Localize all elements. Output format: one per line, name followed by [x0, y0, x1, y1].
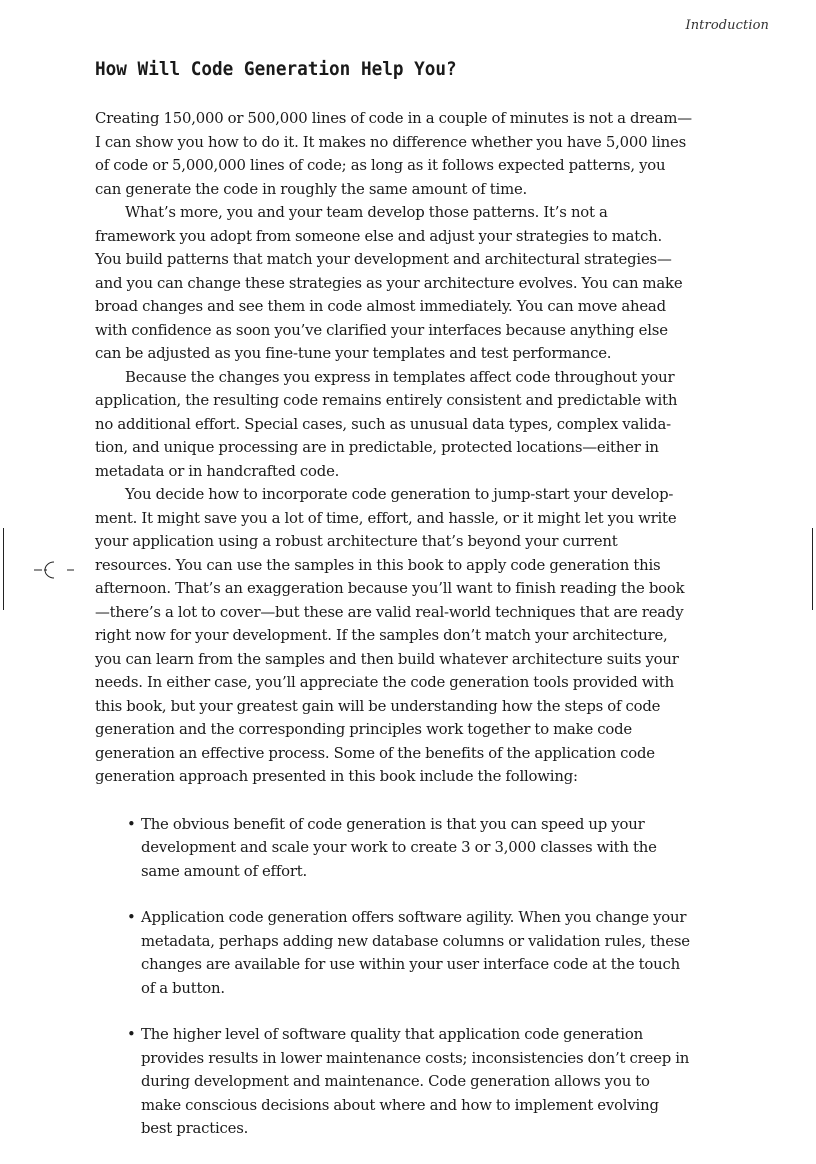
bullet-icon: • [127, 814, 136, 833]
list-item [95, 813, 692, 884]
paragraph-jumpstart: You decide how to incorporate code generation to jump-start your development. It might save you a lot of time, effort, and hassle, or it might let you write your application using a robust architecture that’s beyond your current resources. You can use the samples in this book to apply code generation this afternoon. That’s an exaggeration because you’ll want to finish reading the book—there’s a lot to cover—but these are valid real-world techniques that are ready right now for your development. If the samples don’t match your architecture, you can learn from the samples and then build whatever architecture suits your needs. In either case, you’ll appreciate the code generation tools provided with this book, but your greatest gain will be understanding how the steps of code generation and the corresponding principles work together to make code generation an effective process. Some of the benefits of the application code generation approach presented in this book include the following: [95, 485, 685, 785]
registration-mark-icon [34, 556, 76, 584]
bullet-icon: • [127, 1025, 136, 1043]
running-head: Introduction [685, 18, 769, 33]
crop-mark-right [812, 528, 813, 610]
list-item [95, 906, 692, 1000]
section-title: How Will Code Generation Help You? [95, 58, 457, 80]
paragraph-intro: Creating 150,000 or 500,000 lines of code in a couple of minutes is not a dream—I can show you how to do it. It makes no difference whether you have 5,000 lines of code or 5,000,000 lines of code; as long as it follows expected patterns, you can generate the code in roughly the same amount of time. [95, 109, 692, 198]
list-item-text: The higher level of software quality that application code generation provides results in lower maintenance costs; inconsistencies don’t creep in during development and maintenance. Code generation allows you to make conscious decisions about where and how to implement evolving best practices. [141, 1025, 690, 1137]
list-item-text: Application code generation offers software agility. When you change your metadata, perhaps adding new database columns or validation rules, these changes are available for use within your user interface code at the touch of a button. [141, 908, 690, 997]
paragraph-templates: Because the changes you express in templates affect code throughout your application, the resulting code remains entirely consistent and predictable with no additional effort. Special cases, such as unusual data types, complex validation, and unique processing are in predictable, protected locations—either in metadata or in handcrafted code. [95, 367, 678, 480]
paragraph-patterns: What’s more, you and your team develop those patterns. It’s not a framework you adopt from someone else and adjust your strategies to match. You build patterns that match your development and architectural strategies—and you can change these strategies as your architecture evolves. You can make broad changes and see them in code almost immediately. You can move ahead with confidence as soon you’ve clarified your interfaces because anything else can be adjusted as you fine-tune your templates and test performance. [95, 203, 683, 362]
crop-mark-left [3, 528, 4, 610]
body-text [95, 107, 692, 1164]
benefits-list [95, 813, 692, 1141]
bullet-icon: • [127, 908, 136, 926]
list-item-text: The obvious benefit of code generation is that you can speed up your development and scale your work to create 3 or 3,000 classes with the same amount of effort. [141, 814, 657, 880]
